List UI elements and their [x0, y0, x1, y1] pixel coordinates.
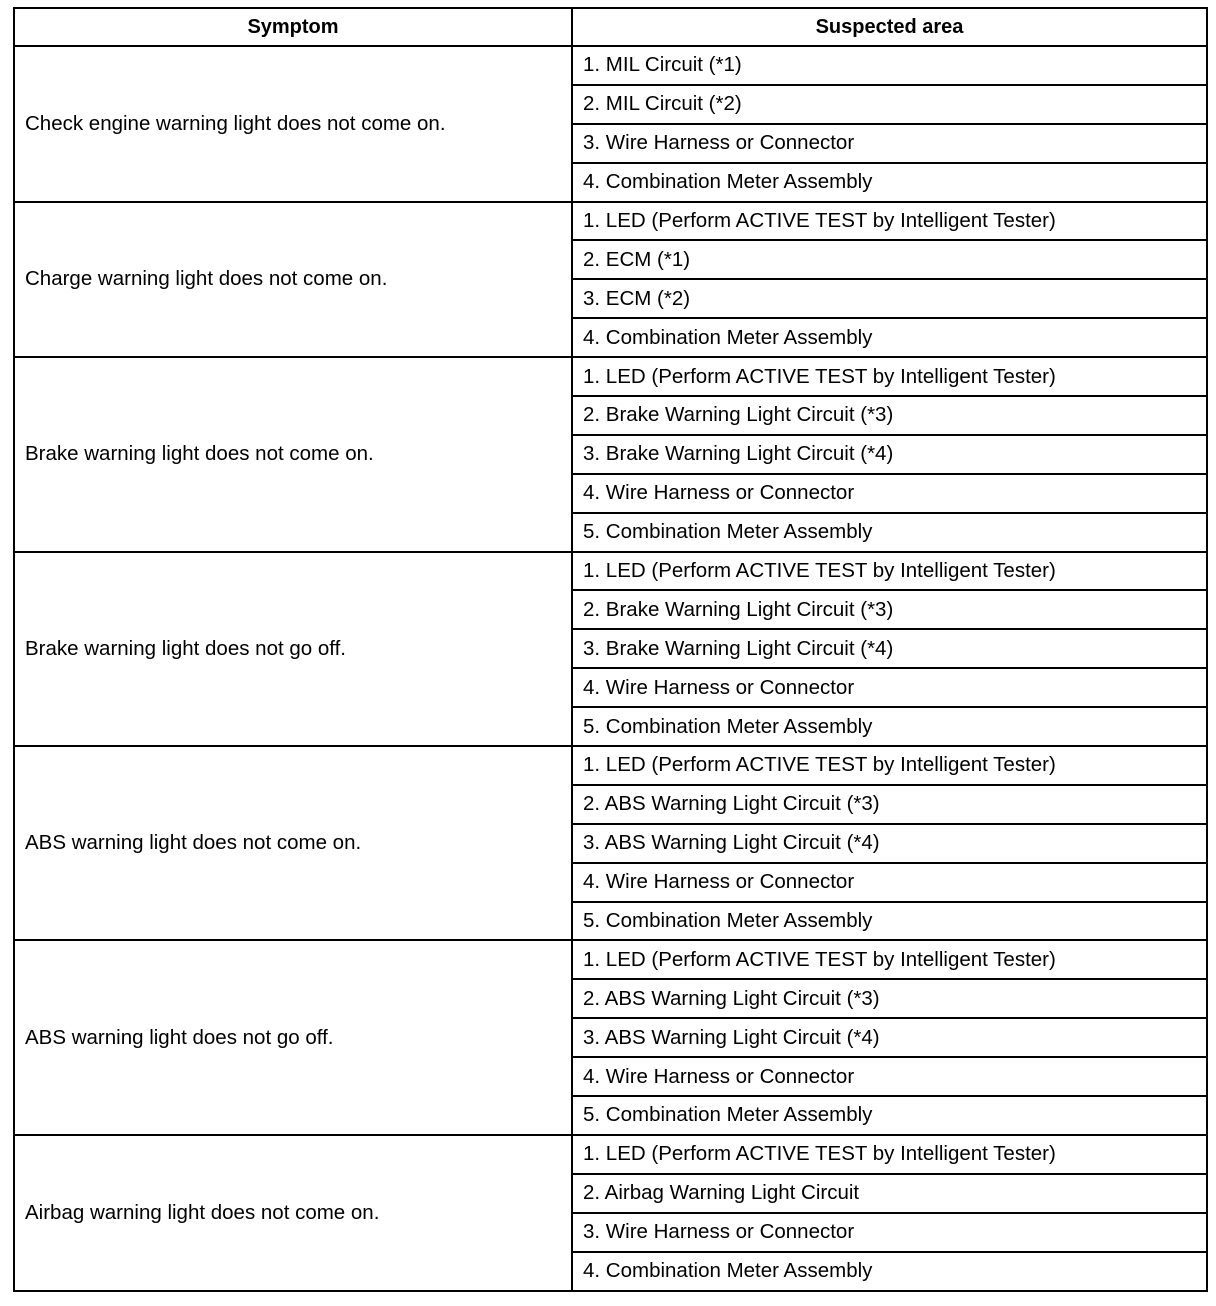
- suspected-area-cell: 4. Wire Harness or Connector: [572, 668, 1207, 707]
- suspected-area-cell: 4. Combination Meter Assembly: [572, 163, 1207, 202]
- suspected-area-cell: 1. LED (Perform ACTIVE TEST by Intelligent Tester): [572, 746, 1207, 785]
- table-body: [14, 46, 1207, 1291]
- suspected-area-cell: 1. LED (Perform ACTIVE TEST by Intelligent Tester): [572, 940, 1207, 979]
- suspected-area-cell: 3. ECM (*2): [572, 279, 1207, 318]
- table-header: [14, 8, 1207, 46]
- suspected-area-cell: 4. Combination Meter Assembly: [572, 1252, 1207, 1291]
- symptom-cell: Charge warning light does not come on.: [14, 202, 572, 358]
- suspected-area-cell: 2. Airbag Warning Light Circuit: [572, 1174, 1207, 1213]
- symptom-table: [13, 7, 1208, 1292]
- symptom-cell: Brake warning light does not come on.: [14, 357, 572, 551]
- table-row: [14, 746, 1207, 785]
- suspected-area-cell: 3. Brake Warning Light Circuit (*4): [572, 629, 1207, 668]
- header-row: [14, 8, 1207, 46]
- suspected-area-cell: 4. Wire Harness or Connector: [572, 474, 1207, 513]
- symptom-cell: Airbag warning light does not come on.: [14, 1135, 572, 1291]
- suspected-area-cell: 3. ABS Warning Light Circuit (*4): [572, 1018, 1207, 1057]
- suspected-area-cell: 4. Combination Meter Assembly: [572, 318, 1207, 357]
- suspected-area-cell: 5. Combination Meter Assembly: [572, 513, 1207, 552]
- symptom-cell: Check engine warning light does not come on.: [14, 46, 572, 202]
- suspected-area-cell: 5. Combination Meter Assembly: [572, 1096, 1207, 1135]
- table-row: [14, 940, 1207, 979]
- suspected-area-column-header: Suspected area: [572, 8, 1207, 46]
- table-row: [14, 552, 1207, 591]
- troubleshooting-table-container: [13, 7, 1208, 1292]
- suspected-area-cell: 2. ABS Warning Light Circuit (*3): [572, 979, 1207, 1018]
- suspected-area-cell: 1. MIL Circuit (*1): [572, 46, 1207, 85]
- table-row: [14, 202, 1207, 241]
- symptom-cell: ABS warning light does not go off.: [14, 940, 572, 1134]
- suspected-area-cell: 2. Brake Warning Light Circuit (*3): [572, 396, 1207, 435]
- suspected-area-cell: 3. ABS Warning Light Circuit (*4): [572, 824, 1207, 863]
- suspected-area-cell: 1. LED (Perform ACTIVE TEST by Intelligent Tester): [572, 357, 1207, 396]
- suspected-area-cell: 3. Brake Warning Light Circuit (*4): [572, 435, 1207, 474]
- suspected-area-cell: 3. Wire Harness or Connector: [572, 124, 1207, 163]
- symptom-cell: ABS warning light does not come on.: [14, 746, 572, 940]
- suspected-area-cell: 2. ABS Warning Light Circuit (*3): [572, 785, 1207, 824]
- suspected-area-cell: 1. LED (Perform ACTIVE TEST by Intelligent Tester): [572, 202, 1207, 241]
- suspected-area-cell: 2. MIL Circuit (*2): [572, 85, 1207, 124]
- suspected-area-cell: 4. Wire Harness or Connector: [572, 863, 1207, 902]
- suspected-area-cell: 1. LED (Perform ACTIVE TEST by Intelligent Tester): [572, 1135, 1207, 1174]
- suspected-area-cell: 1. LED (Perform ACTIVE TEST by Intelligent Tester): [572, 552, 1207, 591]
- table-row: [14, 46, 1207, 85]
- suspected-area-cell: 2. Brake Warning Light Circuit (*3): [572, 590, 1207, 629]
- table-row: [14, 357, 1207, 396]
- suspected-area-cell: 5. Combination Meter Assembly: [572, 902, 1207, 941]
- suspected-area-cell: 5. Combination Meter Assembly: [572, 707, 1207, 746]
- symptom-column-header: Symptom: [14, 8, 572, 46]
- symptom-cell: Brake warning light does not go off.: [14, 552, 572, 746]
- table-row: [14, 1135, 1207, 1174]
- suspected-area-cell: 4. Wire Harness or Connector: [572, 1057, 1207, 1096]
- suspected-area-cell: 2. ECM (*1): [572, 240, 1207, 279]
- suspected-area-cell: 3. Wire Harness or Connector: [572, 1213, 1207, 1252]
